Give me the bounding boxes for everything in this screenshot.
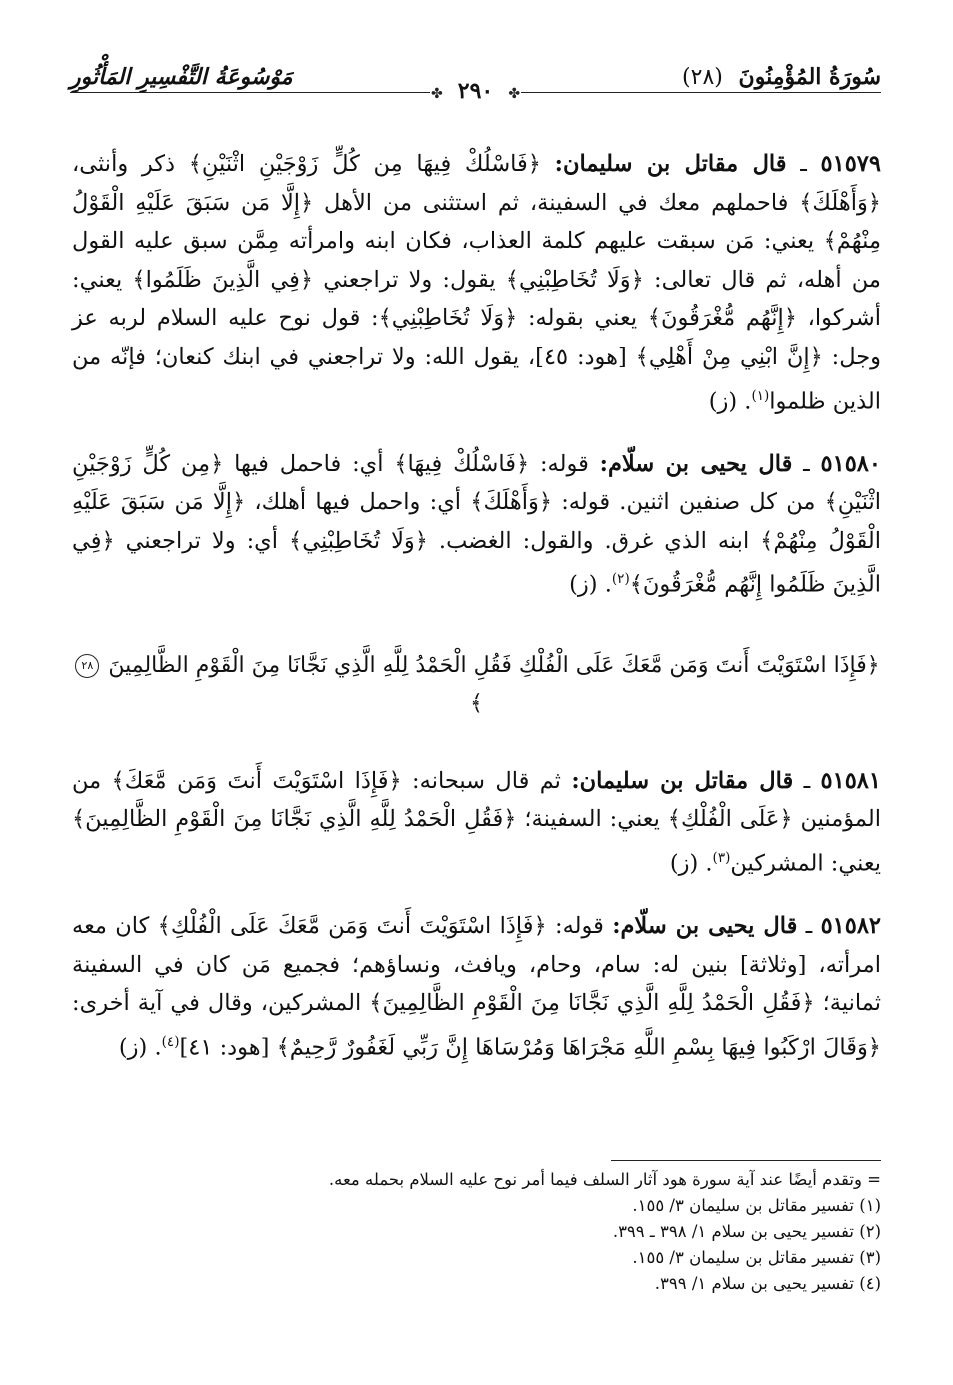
footnote-line: (٢) تفسير يحيى بن سلام ١/ ٣٩٨ ـ ٣٩٩. (612, 1222, 881, 1241)
footnote-ref[interactable]: (٤) (161, 1033, 180, 1050)
header-rule-right (521, 92, 881, 93)
narration-tail: . (ز) (569, 571, 612, 598)
footnote-ref[interactable]: (١) (751, 387, 770, 404)
footnote-line: = وتقدم أيضًا عند آية سورة هود آثار السلف فيما أمر نوح عليه السلام بحمله معه. (328, 1170, 881, 1189)
narration-tail: . (ز) (669, 850, 713, 877)
narrator-name: قال مقاتل بن سليمان: (571, 767, 794, 794)
quran-verse (72, 647, 881, 724)
narration-number: ٥١٥٧٩ (820, 151, 881, 177)
narration-number: ٥١٥٨١ (820, 767, 881, 794)
narration-text: ﴿فَاسْلُكْ فِيهَا مِن كُلٍّ زَوْجَيْنِ اثْنَيْنِ﴾ ذكر وأنثى، ﴿وَأَهْلَكَ﴾ فاحملهم معك في السفينة، ثم استثنى من الأهل ﴿إِلَّا مَن سَبَقَ عَلَيْهِ الْقَوْلُ مِنْهُمْ﴾ يعني: مَن سبقت عليهم كلمة العذاب، فكان ابنه وامرأته مِمَّن سبق عليه القول من أهله، ثم قال تعالى: ﴿وَلَا تُخَاطِبْنِي﴾ يقول: ولا تراجعني ﴿فِي الَّذِينَ ظَلَمُوا﴾ يعني: أشركوا، ﴿إِنَّهُم مُّغْرَقُونَ﴾ يعني بقوله: ﴿وَلَا تُخَاطِبْنِي﴾: قول نوح عليه السلام لربه عز وجل: ﴿إِنَّ ابْنِي مِنْ أَهْلِي﴾ [هود: ٤٥]، يقول الله: ولا تراجعني في ابنك كنعان؛ فإنّه من الذين ظلموا (72, 151, 882, 415)
surah-name: سُورَةُ المُؤْمِنُونَ (738, 64, 881, 90)
verse-close: ﴾ (470, 691, 483, 717)
footnote-line: (٣) تفسير مقاتل بن سليمان ٣/ ١٥٥. (632, 1248, 881, 1267)
dash: ـ (793, 767, 811, 794)
header-rule-left (70, 92, 430, 93)
narration-text: ثم قال سبحانه: ﴿فَإِذَا اسْتَوَيْتَ أَنتَ وَمَن مَّعَكَ﴾ من المؤمنين ﴿عَلَى الْفُلْكِ﴾ يعني: السفينة؛ ﴿فَقُلِ الْحَمْدُ لِلَّهِ الَّذِي نَجَّانَا مِنَ الْقَوْمِ الظَّالِمِينَ﴾ يعني: المشركين (72, 767, 881, 877)
footnote-line: (١) تفسير مقاتل بن سليمان ٣/ ١٥٥. (632, 1196, 881, 1215)
narrator-name: قال يحيى بن سلّام: (612, 913, 798, 939)
dash: ـ (797, 913, 813, 939)
footnote-ref[interactable]: (٢) (611, 571, 630, 588)
narration-paragraph (72, 145, 881, 421)
narrator-name: قال يحيى بن سلّام: (599, 450, 793, 477)
dash: ـ (786, 151, 807, 177)
footnotes (72, 1160, 881, 1297)
verse-text: ﴿فَإِذَا اسْتَوَيْتَ أَنتَ وَمَن مَّعَكَ عَلَى الْفُلْكِ فَقُلِ الْحَمْدُ لِلَّهِ الَّذِي نَجَّانَا مِنَ الْقَوْمِ الظَّالِمِينَ (108, 652, 880, 678)
footnote-ref[interactable]: (٣) (712, 849, 731, 866)
narration-tail: . (ز) (118, 1034, 162, 1061)
narration-number: ٥١٥٨٢ (820, 913, 881, 939)
narrator-name: قال مقاتل بن سليمان: (554, 151, 787, 177)
ayah-number: ٢٨ (75, 654, 99, 678)
narration-paragraph (72, 907, 881, 1067)
book-title: مَوْسُوعَةُ التَّفْسِيرِ المَأْثُورِ (70, 64, 293, 90)
narration-text: قوله: ﴿فَإِذَا اسْتَوَيْتَ أَنتَ وَمَن مَّعَكَ عَلَى الْفُلْكِ﴾ كان معه امرأته، [وثلاثة] بنين له: سام، وحام، ويافث، ونساؤهم؛ فجميع مَن كان في السفينة ثمانية؛ ﴿فَقُلِ الْحَمْدُ لِلَّهِ الَّذِي نَجَّانَا مِنَ الْقَوْمِ الظَّالِمِينَ﴾ المشركين، وقال في آية أخرى: ﴿وَقَالَ ارْكَبُوا فِيهَا بِسْمِ اللَّهِ مَجْرَاهَا وَمُرْسَاهَا إِنَّ رَبِّي لَغَفُورٌ رَّحِيمٌ﴾ [هود: ٤١] (72, 913, 881, 1061)
page-header (70, 60, 881, 104)
ornament-icon: ✤ (508, 86, 521, 102)
page-number-row (70, 78, 881, 104)
main-text (72, 145, 881, 1091)
surah-number: (٢٨) (682, 65, 723, 90)
narration-paragraph (72, 445, 881, 605)
narration-tail: . (ز) (708, 388, 752, 415)
footnote-rule (611, 1160, 881, 1161)
narration-paragraph (72, 762, 881, 883)
page-number: ٢٩٠ (452, 78, 499, 104)
ornament-icon: ✤ (430, 86, 443, 102)
narration-text: قوله: ﴿فَاسْلُكْ فِيهَا﴾ أي: فاحمل فيها ﴿مِن كُلٍّ زَوْجَيْنِ اثْنَيْنِ﴾ من كل صنفين اثنين. قوله: ﴿وَأَهْلَكَ﴾ أي: واحمل فيها أهلك، ﴿إِلَّا مَن سَبَقَ عَلَيْهِ الْقَوْلُ مِنْهُمْ﴾ ابنه الذي غرق. والقول: الغضب. ﴿وَلَا تُخَاطِبْنِي﴾ أي: ولا تراجعني ﴿فِي الَّذِينَ ظَلَمُوا إِنَّهُم مُّغْرَقُونَ﴾ (72, 450, 881, 598)
footnote-line: (٤) تفسير يحيى بن سلام ١/ ٣٩٩. (654, 1274, 881, 1293)
dash: ـ (792, 450, 810, 477)
narration-number: ٥١٥٨٠ (820, 450, 881, 477)
